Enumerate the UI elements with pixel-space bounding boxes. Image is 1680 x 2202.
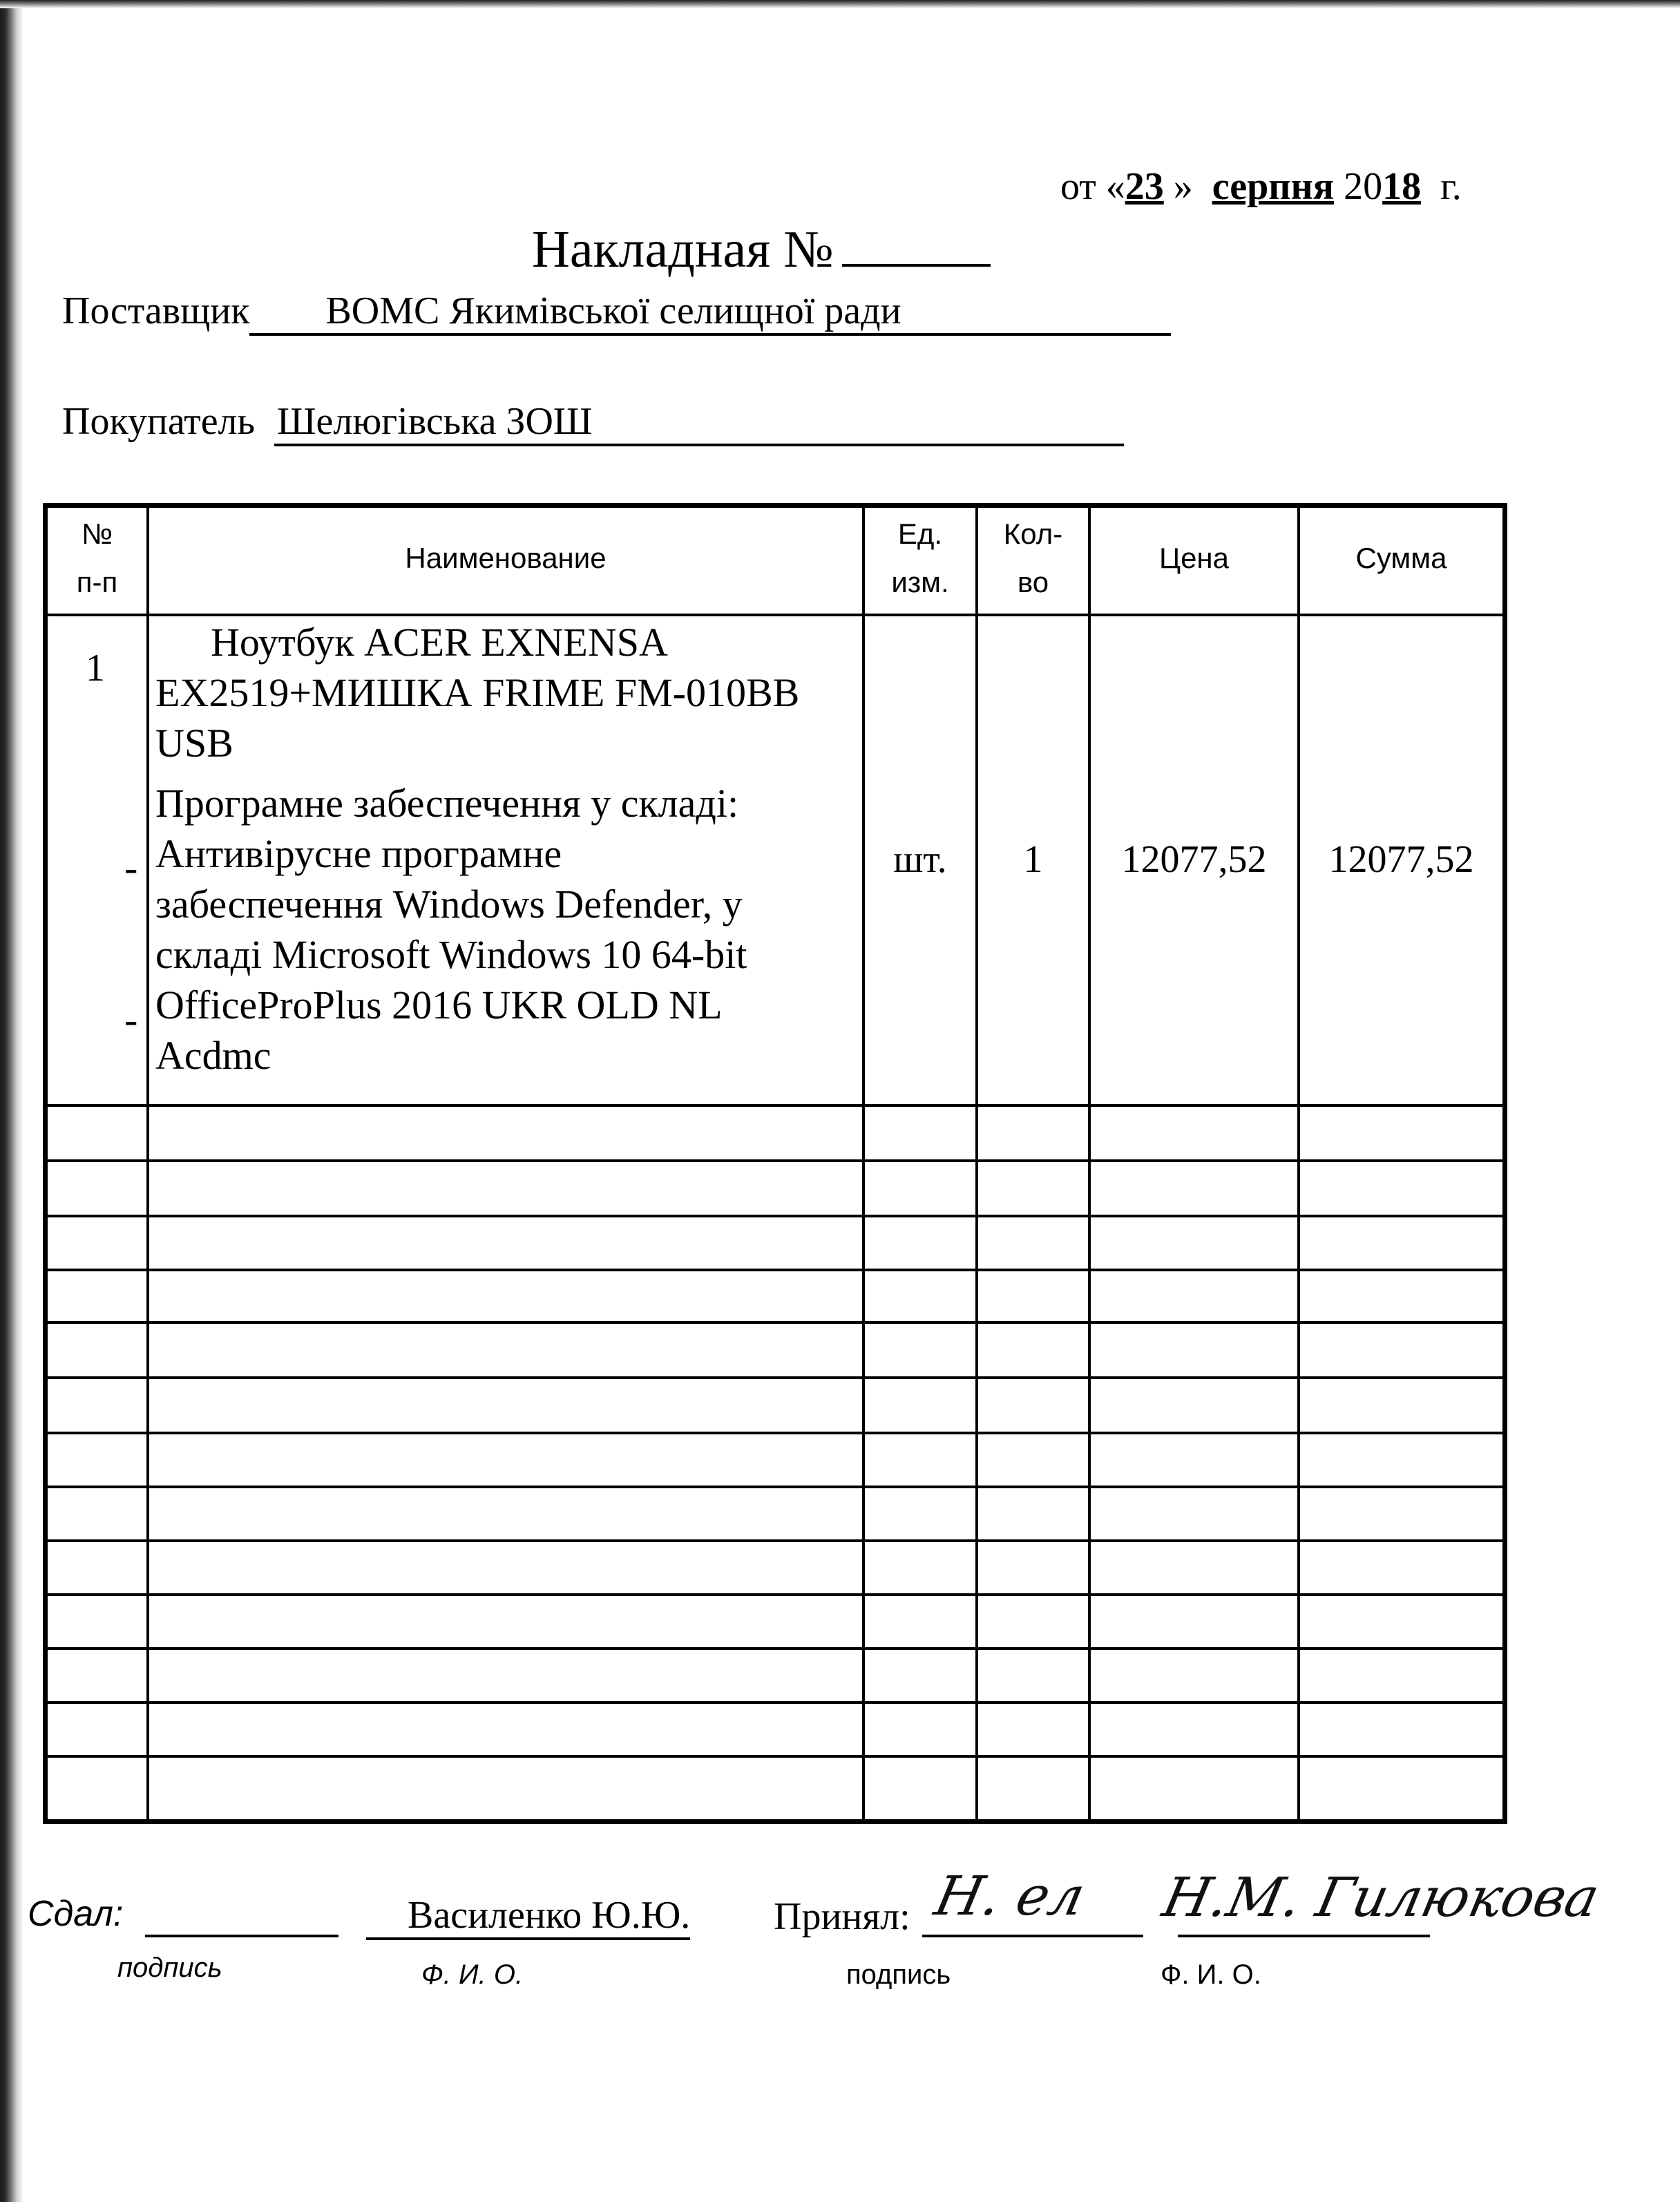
header-sum: Сумма (1355, 542, 1447, 574)
row-divider (43, 1104, 1507, 1107)
date-month: серпня (1212, 165, 1335, 208)
header-unit-line1: Ед. (897, 518, 943, 550)
title-text: Накладная № (532, 220, 834, 278)
row-divider (43, 1215, 1507, 1217)
row1-name-line: Ноутбук ACER EXNENSA (211, 620, 668, 665)
row1-sum: 12077,52 (1328, 838, 1474, 881)
row-divider (43, 1432, 1507, 1434)
header-num-line2: п-п (76, 566, 118, 598)
row-divider (43, 1593, 1507, 1596)
gave-name (366, 1893, 690, 1940)
date-year-suffix: 18 (1382, 165, 1422, 208)
header-qty (978, 510, 1088, 607)
buyer-line (62, 399, 1124, 446)
scan-edge-top (0, 0, 1680, 8)
scan-edge-left (0, 0, 23, 2202)
row1-name-line: Програмне забеспечення у складі: (155, 781, 739, 826)
col-divider-unit (975, 503, 978, 1824)
supplier-value: ВОМС Якимівської селищної ради (249, 289, 1170, 336)
row1-unit: шт. (893, 838, 947, 881)
received-name: Н.М. Гилюкова (1157, 1867, 1605, 1929)
row1-name-line: Антивірусне програмне (155, 831, 562, 876)
row1-dash: - (124, 845, 138, 890)
row-divider (43, 1647, 1507, 1650)
row-divider (43, 1755, 1507, 1758)
header-qty-line2: во (1017, 566, 1049, 598)
gave-label: Сдал: (28, 1894, 124, 1934)
row1-name-line: OfficeProPlus 2016 UKR OLD NL (155, 983, 723, 1027)
gave-name-text: Василенко Ю.Ю. (366, 1893, 690, 1940)
received-signature: Н. ел (929, 1866, 1091, 1928)
row1-name-line: складі Microsoft Windows 10 64-bit (155, 932, 747, 977)
row1-price: 12077,52 (1121, 838, 1267, 881)
col-divider-num (146, 503, 149, 1824)
row-divider (43, 1539, 1507, 1542)
buyer-value: Шелюгівська ЗОШ (274, 399, 1124, 446)
header-name: Наименование (405, 542, 607, 574)
document-title (532, 220, 991, 280)
header-row-divider (43, 614, 1507, 616)
row1-qty: 1 (1023, 838, 1043, 881)
received-label: Принял: (774, 1895, 910, 1938)
row-divider (43, 1159, 1507, 1162)
date-prefix: от « (1060, 165, 1125, 208)
header-unit-line2: изм. (891, 566, 949, 598)
row1-name-line: Acdmc (155, 1033, 271, 1078)
received-name-line (1178, 1935, 1430, 1937)
header-qty-line1: Кол- (1003, 518, 1063, 550)
row1-num: 1 (86, 647, 105, 690)
row-divider (43, 1321, 1507, 1324)
invoice-date (1060, 164, 1462, 209)
header-num (48, 510, 146, 607)
invoice-number-blank (842, 222, 991, 267)
row1-dash: - (124, 997, 138, 1042)
date-mid: » (1173, 165, 1193, 208)
fio-caption-right: Ф. И. О. (1161, 1959, 1261, 1990)
sign-caption-left: подпись (117, 1953, 222, 1983)
row-divider (43, 1486, 1507, 1488)
row1-description (155, 617, 867, 1081)
header-num-line1: № (81, 518, 113, 550)
fio-caption-left: Ф. И. О. (421, 1959, 524, 1990)
date-day: 23 (1125, 165, 1164, 208)
header-unit (865, 510, 975, 607)
buyer-label: Покупатель (62, 400, 256, 443)
date-end: г. (1440, 165, 1462, 208)
received-signature-line (922, 1935, 1143, 1937)
row-divider (43, 1701, 1507, 1704)
col-divider-price (1297, 503, 1300, 1824)
sign-caption-right: подпись (846, 1959, 951, 1990)
row1-name-line: EX2519+МИШКА FRIME FM-010BB (155, 670, 800, 715)
row-divider (43, 1376, 1507, 1379)
row1-name-line: забеспечення Windows Defender, у (155, 882, 743, 927)
date-year-prefix: 20 (1344, 165, 1383, 208)
supplier-label: Поставщик (62, 290, 250, 332)
row1-name-line: USB (155, 721, 233, 766)
header-price: Цена (1159, 542, 1229, 574)
supplier-line (62, 289, 1171, 336)
col-divider-qty (1088, 503, 1091, 1824)
row-divider (43, 1269, 1507, 1271)
gave-signature-line (145, 1935, 338, 1937)
